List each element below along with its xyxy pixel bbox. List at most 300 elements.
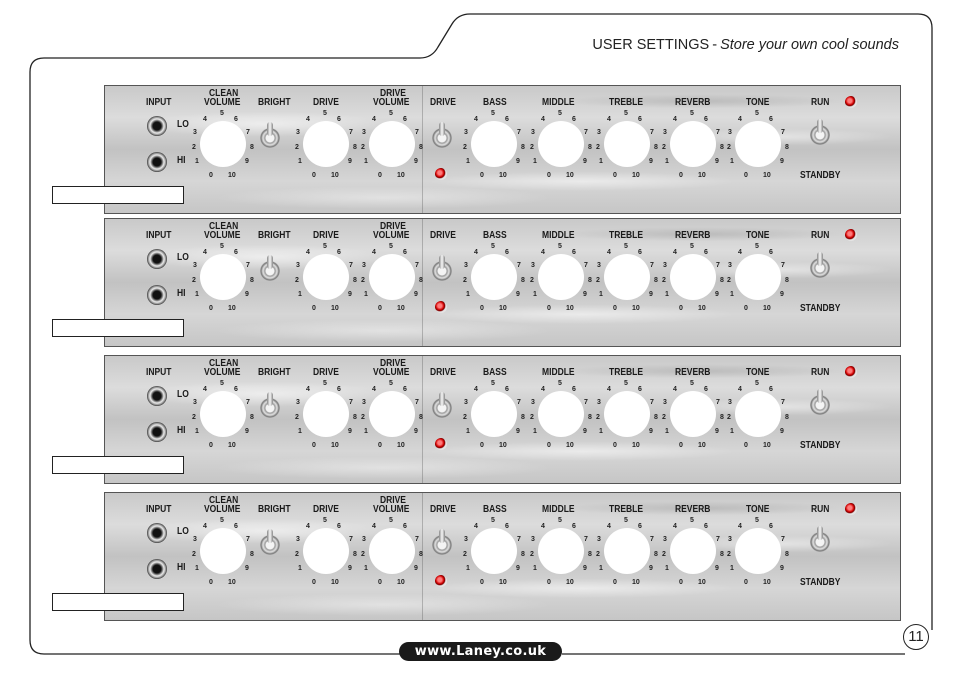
middle-scale-10: 10 xyxy=(566,172,574,179)
reverb-scale-9: 9 xyxy=(715,428,719,435)
label-drive-volume-line1: DRIVE xyxy=(380,221,406,232)
label-run: RUN xyxy=(811,504,830,515)
tone-scale-3: 3 xyxy=(728,129,732,136)
drive-volume-scale-10: 10 xyxy=(397,442,405,449)
drive-switch[interactable] xyxy=(432,392,452,422)
clean-volume-scale-10: 10 xyxy=(228,172,236,179)
bass-scale-9: 9 xyxy=(516,565,520,572)
input-jack-hi[interactable] xyxy=(147,422,167,442)
reverb-scale-1: 1 xyxy=(665,565,669,572)
drive-scale-5: 5 xyxy=(323,110,327,117)
clean-volume-scale-1: 1 xyxy=(195,158,199,165)
clean-volume-scale-4: 4 xyxy=(203,116,207,123)
tone-scale-2: 2 xyxy=(727,414,731,421)
setting-name-box[interactable] xyxy=(52,186,184,204)
bass-scale-8: 8 xyxy=(521,414,525,421)
clean-volume-scale-9: 9 xyxy=(245,428,249,435)
label-drive: DRIVE xyxy=(313,367,339,378)
run-standby-switch[interactable] xyxy=(810,389,830,419)
drive-volume-scale-3: 3 xyxy=(362,536,366,543)
drive-volume-knob[interactable] xyxy=(369,528,415,574)
middle-scale-8: 8 xyxy=(588,551,592,558)
drive-scale-4: 4 xyxy=(306,386,310,393)
bass-scale-1: 1 xyxy=(466,565,470,572)
reverb-scale-8: 8 xyxy=(720,414,724,421)
tone-scale-1: 1 xyxy=(730,291,734,298)
drive-scale-7: 7 xyxy=(349,262,353,269)
drive-switch[interactable] xyxy=(432,122,452,152)
clean-volume-scale-10: 10 xyxy=(228,579,236,586)
setting-name-box[interactable] xyxy=(52,319,184,337)
page-number: 11 xyxy=(903,624,929,650)
reverb-scale-7: 7 xyxy=(716,262,720,269)
reverb-scale-0: 0 xyxy=(679,172,683,179)
bass-scale-4: 4 xyxy=(474,116,478,123)
clean-volume-knob[interactable] xyxy=(200,528,246,574)
drive-volume-scale-6: 6 xyxy=(403,386,407,393)
bass-scale-4: 4 xyxy=(474,523,478,530)
amp-panel xyxy=(104,492,901,621)
clean-volume-scale-2: 2 xyxy=(192,551,196,558)
tone-scale-7: 7 xyxy=(781,129,785,136)
drive-knob[interactable] xyxy=(303,254,349,300)
middle-scale-2: 2 xyxy=(530,144,534,151)
clean-volume-scale-3: 3 xyxy=(193,399,197,406)
tone-knob[interactable] xyxy=(735,528,781,574)
bass-scale-1: 1 xyxy=(466,428,470,435)
run-standby-switch[interactable] xyxy=(810,119,830,149)
clean-volume-scale-5: 5 xyxy=(220,517,224,524)
bass-scale-8: 8 xyxy=(521,551,525,558)
label-hi: HI xyxy=(177,155,186,166)
label-reverb: REVERB xyxy=(675,230,711,241)
drive-knob[interactable] xyxy=(303,528,349,574)
clean-volume-scale-3: 3 xyxy=(193,262,197,269)
drive-scale-7: 7 xyxy=(349,536,353,543)
drive-scale-5: 5 xyxy=(323,243,327,250)
clean-volume-scale-2: 2 xyxy=(192,277,196,284)
drive-scale-0: 0 xyxy=(312,305,316,312)
middle-scale-10: 10 xyxy=(566,305,574,312)
setting-name-box[interactable] xyxy=(52,456,184,474)
drive-scale-0: 0 xyxy=(312,442,316,449)
tone-knob[interactable] xyxy=(735,391,781,437)
drive-volume-scale-1: 1 xyxy=(364,565,368,572)
reverb-scale-5: 5 xyxy=(690,380,694,387)
drive-scale-2: 2 xyxy=(295,414,299,421)
clean-volume-scale-0: 0 xyxy=(209,442,213,449)
reverb-scale-0: 0 xyxy=(679,442,683,449)
label-run: RUN xyxy=(811,230,830,241)
middle-scale-2: 2 xyxy=(530,277,534,284)
drive-switch-lever xyxy=(439,529,445,543)
clean-volume-scale-0: 0 xyxy=(209,579,213,586)
drive-scale-3: 3 xyxy=(296,536,300,543)
drive-volume-scale-8: 8 xyxy=(419,144,423,151)
reverb-scale-3: 3 xyxy=(663,399,667,406)
drive-volume-scale-8: 8 xyxy=(419,414,423,421)
drive-scale-6: 6 xyxy=(337,249,341,256)
treble-scale-10: 10 xyxy=(632,172,640,179)
drive-volume-scale-0: 0 xyxy=(378,442,382,449)
run-led xyxy=(845,96,857,108)
reverb-scale-10: 10 xyxy=(698,442,706,449)
middle-scale-6: 6 xyxy=(572,249,576,256)
reverb-knob[interactable] xyxy=(670,254,716,300)
clean-volume-knob[interactable] xyxy=(200,391,246,437)
drive-volume-knob[interactable] xyxy=(369,254,415,300)
drive-volume-scale-4: 4 xyxy=(372,523,376,530)
treble-scale-5: 5 xyxy=(624,517,628,524)
drive-volume-scale-3: 3 xyxy=(362,399,366,406)
label-drive-volume-line1: DRIVE xyxy=(380,88,406,99)
drive-scale-9: 9 xyxy=(348,565,352,572)
bass-scale-1: 1 xyxy=(466,291,470,298)
middle-knob[interactable] xyxy=(538,121,584,167)
input-jack-hi[interactable] xyxy=(147,152,167,172)
clean-volume-scale-9: 9 xyxy=(245,565,249,572)
drive-volume-scale-6: 6 xyxy=(403,523,407,530)
drive-knob[interactable] xyxy=(303,121,349,167)
tone-scale-3: 3 xyxy=(728,536,732,543)
drive-scale-8: 8 xyxy=(353,144,357,151)
middle-scale-0: 0 xyxy=(547,579,551,586)
drive-scale-0: 0 xyxy=(312,172,316,179)
drive-scale-10: 10 xyxy=(331,305,339,312)
middle-scale-0: 0 xyxy=(547,442,551,449)
label-treble: TREBLE xyxy=(609,367,643,378)
label-treble: TREBLE xyxy=(609,97,643,108)
reverb-scale-8: 8 xyxy=(720,144,724,151)
middle-scale-0: 0 xyxy=(547,172,551,179)
label-drive: DRIVE xyxy=(313,504,339,515)
label-drive: DRIVE xyxy=(313,230,339,241)
drive-switch-lever xyxy=(439,392,445,406)
reverb-knob[interactable] xyxy=(670,391,716,437)
reverb-scale-6: 6 xyxy=(704,386,708,393)
label-clean-volume-line2: VOLUME xyxy=(204,504,241,515)
reverb-knob[interactable] xyxy=(670,528,716,574)
reverb-scale-5: 5 xyxy=(690,517,694,524)
tone-scale-4: 4 xyxy=(738,523,742,530)
middle-scale-2: 2 xyxy=(530,414,534,421)
reverb-scale-10: 10 xyxy=(698,579,706,586)
label-treble: TREBLE xyxy=(609,504,643,515)
treble-knob[interactable] xyxy=(604,254,650,300)
clean-volume-scale-1: 1 xyxy=(195,565,199,572)
bass-knob[interactable] xyxy=(471,121,517,167)
drive-volume-scale-2: 2 xyxy=(361,144,365,151)
run-standby-switch[interactable] xyxy=(810,526,830,556)
bass-knob[interactable] xyxy=(471,391,517,437)
reverb-scale-8: 8 xyxy=(720,551,724,558)
drive-volume-scale-1: 1 xyxy=(364,158,368,165)
middle-scale-4: 4 xyxy=(541,116,545,123)
treble-scale-0: 0 xyxy=(613,305,617,312)
label-bass: BASS xyxy=(483,230,507,241)
label-drive-switch: DRIVE xyxy=(430,367,456,378)
drive-volume-scale-6: 6 xyxy=(403,116,407,123)
input-jack-lo[interactable] xyxy=(147,386,167,406)
label-clean-volume-line1: CLEAN xyxy=(209,495,239,506)
drive-volume-knob[interactable] xyxy=(369,391,415,437)
middle-scale-4: 4 xyxy=(541,249,545,256)
middle-knob[interactable] xyxy=(538,391,584,437)
middle-scale-6: 6 xyxy=(572,523,576,530)
treble-scale-7: 7 xyxy=(650,129,654,136)
label-tone: TONE xyxy=(746,97,770,108)
clean-volume-scale-5: 5 xyxy=(220,243,224,250)
middle-scale-0: 0 xyxy=(547,305,551,312)
run-standby-switch-lever xyxy=(817,252,823,266)
tone-scale-9: 9 xyxy=(780,428,784,435)
treble-scale-2: 2 xyxy=(596,551,600,558)
drive-scale-4: 4 xyxy=(306,249,310,256)
drive-volume-knob[interactable] xyxy=(369,121,415,167)
drive-volume-scale-0: 0 xyxy=(378,579,382,586)
label-middle: MIDDLE xyxy=(542,504,575,515)
drive-scale-10: 10 xyxy=(331,442,339,449)
drive-led xyxy=(435,301,447,313)
middle-scale-3: 3 xyxy=(531,262,535,269)
reverb-scale-2: 2 xyxy=(662,144,666,151)
tone-scale-4: 4 xyxy=(738,386,742,393)
label-standby: STANDBY xyxy=(800,170,841,181)
clean-volume-knob[interactable] xyxy=(200,254,246,300)
bass-scale-0: 0 xyxy=(480,442,484,449)
bass-scale-6: 6 xyxy=(505,249,509,256)
input-jack-hi[interactable] xyxy=(147,285,167,305)
middle-scale-4: 4 xyxy=(541,523,545,530)
tone-scale-3: 3 xyxy=(728,399,732,406)
label-tone: TONE xyxy=(746,230,770,241)
footer-url[interactable]: www.Laney.co.uk xyxy=(399,642,562,661)
reverb-scale-0: 0 xyxy=(679,579,683,586)
bright-switch[interactable] xyxy=(260,122,280,152)
reverb-scale-3: 3 xyxy=(663,129,667,136)
reverb-scale-5: 5 xyxy=(690,110,694,117)
input-jack-lo[interactable] xyxy=(147,249,167,269)
page-header xyxy=(592,37,899,53)
treble-scale-7: 7 xyxy=(650,536,654,543)
middle-scale-8: 8 xyxy=(588,144,592,151)
drive-scale-4: 4 xyxy=(306,523,310,530)
middle-scale-8: 8 xyxy=(588,414,592,421)
treble-scale-3: 3 xyxy=(597,262,601,269)
bass-scale-1: 1 xyxy=(466,158,470,165)
label-input: INPUT xyxy=(146,504,172,515)
middle-scale-5: 5 xyxy=(558,517,562,524)
drive-volume-scale-8: 8 xyxy=(419,551,423,558)
bright-switch[interactable] xyxy=(260,529,280,559)
bright-switch[interactable] xyxy=(260,392,280,422)
label-bright: BRIGHT xyxy=(258,97,291,108)
tone-scale-0: 0 xyxy=(744,305,748,312)
treble-scale-6: 6 xyxy=(638,386,642,393)
treble-scale-8: 8 xyxy=(654,414,658,421)
run-led xyxy=(845,229,857,241)
bass-scale-3: 3 xyxy=(464,399,468,406)
drive-scale-5: 5 xyxy=(323,517,327,524)
run-standby-switch-lever xyxy=(817,526,823,540)
reverb-scale-6: 6 xyxy=(704,249,708,256)
bass-scale-2: 2 xyxy=(463,277,467,284)
run-standby-switch[interactable] xyxy=(810,252,830,282)
setting-name-box[interactable] xyxy=(52,593,184,611)
drive-switch[interactable] xyxy=(432,529,452,559)
bass-scale-0: 0 xyxy=(480,305,484,312)
label-clean-volume-line1: CLEAN xyxy=(209,88,239,99)
tone-scale-8: 8 xyxy=(785,144,789,151)
bass-scale-4: 4 xyxy=(474,249,478,256)
reverb-scale-3: 3 xyxy=(663,536,667,543)
clean-volume-scale-6: 6 xyxy=(234,386,238,393)
tone-knob[interactable] xyxy=(735,254,781,300)
reverb-scale-8: 8 xyxy=(720,277,724,284)
drive-volume-scale-2: 2 xyxy=(361,277,365,284)
middle-scale-9: 9 xyxy=(583,428,587,435)
drive-volume-scale-4: 4 xyxy=(372,116,376,123)
label-drive-volume-line1: DRIVE xyxy=(380,495,406,506)
bass-scale-0: 0 xyxy=(480,579,484,586)
reverb-scale-9: 9 xyxy=(715,291,719,298)
drive-scale-8: 8 xyxy=(353,414,357,421)
clean-volume-scale-10: 10 xyxy=(228,442,236,449)
bright-switch-lever xyxy=(267,122,273,136)
treble-scale-1: 1 xyxy=(599,158,603,165)
treble-scale-10: 10 xyxy=(632,442,640,449)
reverb-scale-4: 4 xyxy=(673,523,677,530)
bright-switch[interactable] xyxy=(260,255,280,285)
bass-scale-0: 0 xyxy=(480,172,484,179)
treble-scale-6: 6 xyxy=(638,116,642,123)
reverb-scale-2: 2 xyxy=(662,414,666,421)
label-treble: TREBLE xyxy=(609,230,643,241)
tone-scale-6: 6 xyxy=(769,116,773,123)
treble-knob[interactable] xyxy=(604,391,650,437)
drive-scale-7: 7 xyxy=(349,129,353,136)
drive-switch-lever xyxy=(439,255,445,269)
drive-scale-8: 8 xyxy=(353,551,357,558)
reverb-scale-10: 10 xyxy=(698,172,706,179)
treble-scale-4: 4 xyxy=(607,523,611,530)
reverb-scale-4: 4 xyxy=(673,386,677,393)
tone-scale-7: 7 xyxy=(781,399,785,406)
label-standby: STANDBY xyxy=(800,303,841,314)
header-title: USER SETTINGS xyxy=(592,37,710,53)
treble-scale-4: 4 xyxy=(607,249,611,256)
label-reverb: REVERB xyxy=(675,504,711,515)
amp-panel xyxy=(104,218,901,347)
treble-scale-10: 10 xyxy=(632,305,640,312)
drive-switch-lever xyxy=(439,122,445,136)
reverb-scale-7: 7 xyxy=(716,399,720,406)
drive-led xyxy=(435,575,447,587)
drive-scale-3: 3 xyxy=(296,399,300,406)
bass-scale-2: 2 xyxy=(463,144,467,151)
treble-knob[interactable] xyxy=(604,121,650,167)
drive-volume-scale-3: 3 xyxy=(362,129,366,136)
drive-knob[interactable] xyxy=(303,391,349,437)
input-jack-lo[interactable] xyxy=(147,116,167,136)
header-subtitle: Store your own cool sounds xyxy=(720,37,899,53)
drive-scale-10: 10 xyxy=(331,172,339,179)
reverb-scale-4: 4 xyxy=(673,249,677,256)
treble-scale-3: 3 xyxy=(597,536,601,543)
reverb-knob[interactable] xyxy=(670,121,716,167)
tone-scale-5: 5 xyxy=(755,517,759,524)
middle-scale-1: 1 xyxy=(533,565,537,572)
drive-scale-1: 1 xyxy=(298,291,302,298)
clean-volume-knob[interactable] xyxy=(200,121,246,167)
drive-volume-scale-10: 10 xyxy=(397,305,405,312)
reverb-scale-9: 9 xyxy=(715,565,719,572)
drive-volume-scale-5: 5 xyxy=(389,517,393,524)
clean-volume-scale-6: 6 xyxy=(234,116,238,123)
drive-scale-8: 8 xyxy=(353,277,357,284)
drive-volume-scale-7: 7 xyxy=(415,262,419,269)
clean-volume-scale-5: 5 xyxy=(220,380,224,387)
middle-knob[interactable] xyxy=(538,254,584,300)
reverb-scale-6: 6 xyxy=(704,116,708,123)
bright-switch-lever xyxy=(267,529,273,543)
treble-scale-1: 1 xyxy=(599,291,603,298)
tone-knob[interactable] xyxy=(735,121,781,167)
tone-scale-2: 2 xyxy=(727,551,731,558)
treble-scale-2: 2 xyxy=(596,144,600,151)
drive-switch[interactable] xyxy=(432,255,452,285)
header-separator: - xyxy=(712,37,718,53)
bass-knob[interactable] xyxy=(471,528,517,574)
tone-scale-0: 0 xyxy=(744,442,748,449)
middle-scale-10: 10 xyxy=(566,579,574,586)
drive-scale-2: 2 xyxy=(295,551,299,558)
label-input: INPUT xyxy=(146,367,172,378)
tone-scale-8: 8 xyxy=(785,551,789,558)
clean-volume-scale-9: 9 xyxy=(245,291,249,298)
treble-scale-8: 8 xyxy=(654,551,658,558)
drive-scale-3: 3 xyxy=(296,129,300,136)
input-jack-hi[interactable] xyxy=(147,559,167,579)
input-jack-lo[interactable] xyxy=(147,523,167,543)
drive-scale-10: 10 xyxy=(331,579,339,586)
reverb-scale-9: 9 xyxy=(715,158,719,165)
label-reverb: REVERB xyxy=(675,367,711,378)
treble-scale-9: 9 xyxy=(649,565,653,572)
label-run: RUN xyxy=(811,367,830,378)
clean-volume-scale-1: 1 xyxy=(195,428,199,435)
drive-led xyxy=(435,438,447,450)
label-lo: LO xyxy=(177,526,189,537)
middle-scale-7: 7 xyxy=(584,536,588,543)
drive-scale-4: 4 xyxy=(306,116,310,123)
tone-scale-1: 1 xyxy=(730,428,734,435)
tone-scale-5: 5 xyxy=(755,380,759,387)
treble-scale-6: 6 xyxy=(638,523,642,530)
treble-scale-4: 4 xyxy=(607,386,611,393)
label-bass: BASS xyxy=(483,97,507,108)
tone-scale-9: 9 xyxy=(780,158,784,165)
treble-knob[interactable] xyxy=(604,528,650,574)
middle-scale-2: 2 xyxy=(530,551,534,558)
treble-scale-5: 5 xyxy=(624,380,628,387)
bass-scale-3: 3 xyxy=(464,262,468,269)
label-hi: HI xyxy=(177,288,186,299)
bass-knob[interactable] xyxy=(471,254,517,300)
label-bass: BASS xyxy=(483,504,507,515)
middle-knob[interactable] xyxy=(538,528,584,574)
treble-scale-8: 8 xyxy=(654,144,658,151)
